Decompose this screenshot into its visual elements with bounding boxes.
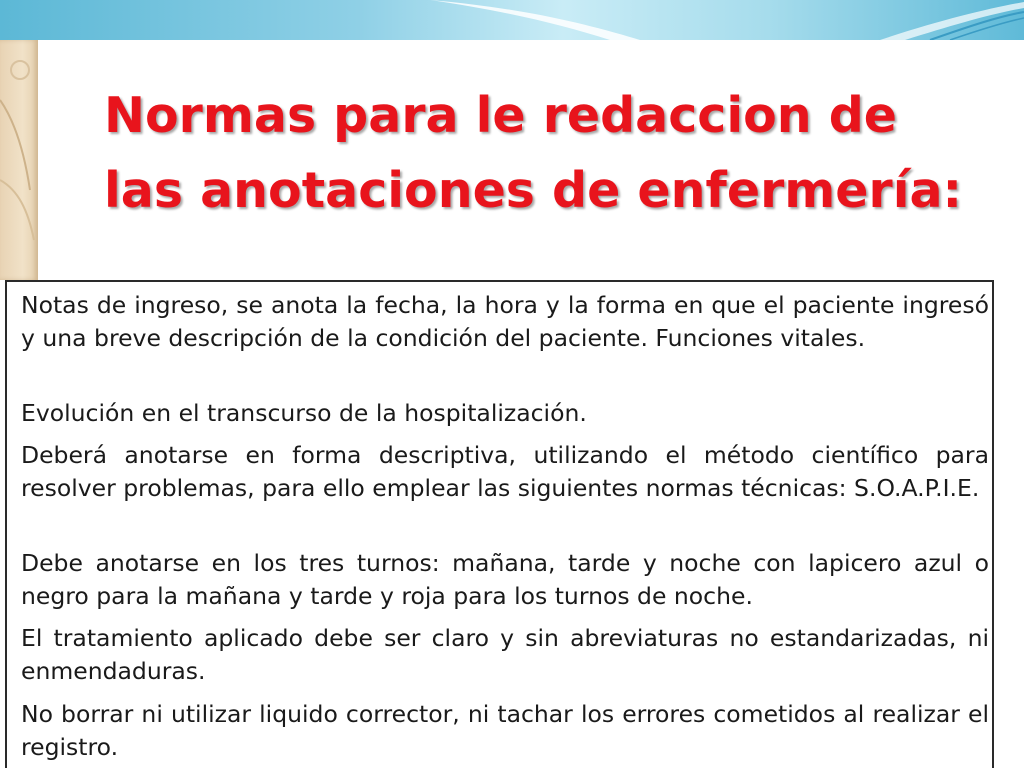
title-line-2: las anotaciones de enfermería: [104, 162, 963, 219]
item-treatment: El tratamiento aplicado debe ser claro y sin abreviaturas no estandarizadas, ni enmendaduras. [21, 624, 989, 685]
item-descriptive-method: Deberá anotarse en forma descriptiva, utilizando el método científico para resolver problemas, para ello emplear las siguientes normas técnicas: S.O.A.P.I.E. [21, 441, 989, 502]
item-three-shifts: Debe anotarse en los tres turnos: mañana, tarde y noche con lapicero azul o negro para la mañana y tarde y roja para los turnos de noche. [21, 549, 989, 610]
slide-title [104, 78, 1004, 228]
left-decorative-strip [0, 40, 38, 280]
content-box [5, 280, 994, 768]
wave-decoration [0, 0, 1024, 40]
item-no-erasing: No borrar ni utilizar liquido corrector, ni tachar los errores cometidos al realizar el registro. [21, 700, 989, 761]
item-evolution: Evolución en el transcurso de la hospitalización. [21, 399, 587, 427]
title-line-1: Normas para le redaccion de [104, 87, 898, 144]
item-admission-notes: Notas de ingreso, se anota la fecha, la hora y la forma en que el paciente ingresó y una breve descripción de la condición del paciente. Funciones vitales. [21, 291, 989, 352]
parchment-texture [0, 40, 38, 280]
top-decorative-band [0, 0, 1024, 40]
